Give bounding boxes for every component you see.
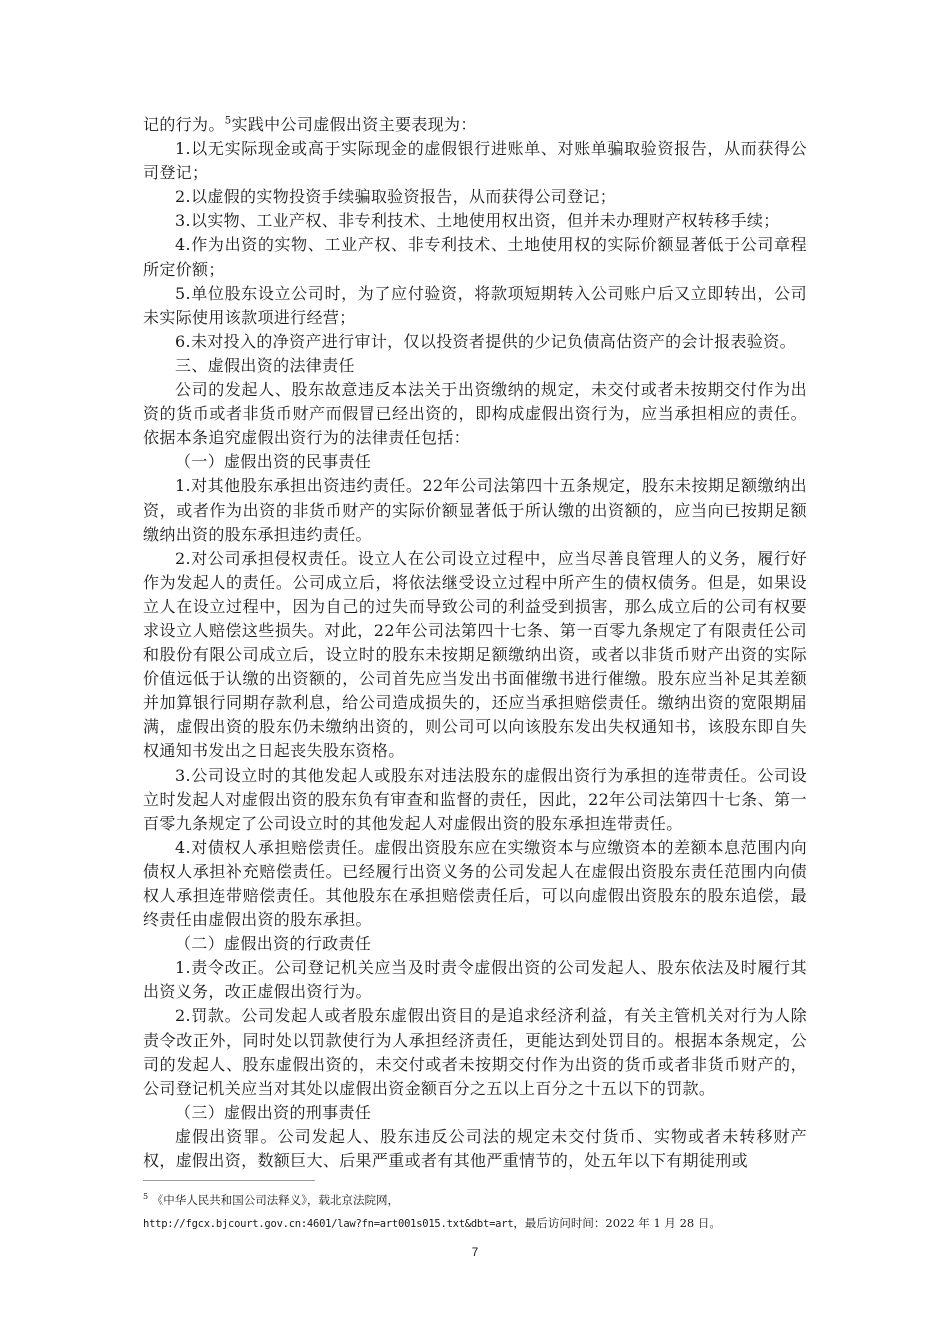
footnote-line <box>143 1189 815 1212</box>
footnote-citation: 《中华人民共和国公司法释义》，载北京法院网， <box>151 1193 399 1207</box>
footnote-reference[interactable]: 5 <box>224 115 232 127</box>
paragraph: 1.对其他股东承担出资违约责任。22年公司法第四十五条规定，股东未按期足额缴纳出资，或者作为出资的非货币财产的实际价额显著低于所认缴的出资额的，应当向已按期足额缴纳出资的股东承担违约责任。 <box>143 476 807 544</box>
intro-tail: 实践中公司虚假出资主要表现为： <box>231 115 477 134</box>
footnote-divider <box>143 1180 315 1181</box>
intro-paragraph <box>143 113 807 137</box>
footnote-access-date: ，最后访问时间：2022 年 1 月 28 日。 <box>513 1216 721 1230</box>
paragraph: 2.对公司承担侵权责任。设立人在公司设立过程中，应当尽善良管理人的义务，履行好作为发起人的责任。公司成立后，将依法继受设立过程中所产生的债权债务。但是，如果设立人在设立过程中，因为自己的过失而导致公司的利益受到损害，那么成立后的公司有权要求设立人赔偿这些损失。对此，22年公司法第四十七条、第一百零九条规定了有限责任公司和股份有限公司成立后，设立时的股东未按期足额缴纳出资，或者以非货币财产出资的实际价值远低于认缴的出资额的，公司首先应当发出书面催缴书进行催缴。股东应当补足其差额并加算银行同期存款利息，给公司造成损失的，还应当承担赔偿责任。缴纳出资的宽限期届满，虚假出资的股东仍未缴纳出资的，则公司可以向该股东发出失权通知书，该股东即自失权通知书发出之日起丧失股东资格。 <box>143 548 807 761</box>
paragraph: 1.以无实际现金或高于实际现金的虚假银行进账单、对账单骗取验资报告，从而获得公司登记； <box>143 139 807 183</box>
footnote <box>143 1189 815 1236</box>
paragraph: 公司的发起人、股东故意违反本法关于出资缴纳的规定，未交付或者未按期交付作为出资的货币或者非货币财产而假冒已经出资的，即构成虚假出资行为，应当承担相应的责任。依据本条追究虚假出资行为的法律责任包括： <box>143 380 807 448</box>
paragraph: 2.以虚假的实物投资手续骗取验资报告，从而获得公司登记； <box>175 187 617 207</box>
paragraph: 3.公司设立时的其他发起人或股东对违法股东的虚假出资行为承担的连带责任。公司设立时发起人对虚假出资的股东负有审查和监督的责任，因此，22年公司法第四十七条、第一百零九条规定了公司设立时的其他发起人对虚假出资的股东承担连带责任。 <box>143 765 807 833</box>
footnote-line <box>143 1212 815 1236</box>
paragraph: 2.罚款。公司发起人或者股东虚假出资目的是追求经济利益，有关主管机关对行为人除责令改正外，同时处以罚款使行为人承担经济责任，更能达到处罚目的。根据本条规定，公司的发起人、股东虚假出资的，未交付或者未按期交付作为出资的货币或者非货币财产的，公司登记机关应当对其处以虚假出资金额百分之五以上百分之十五以下的罚款。 <box>143 1006 807 1098</box>
subsection-heading: （二）虚假出资的行政责任 <box>175 934 372 954</box>
paragraph: 3.以实物、工业产权、非专利技术、土地使用权出资，但并未办理财产权转移手续； <box>175 211 780 231</box>
paragraph: 1.责令改正。公司登记机关应当及时责令虚假出资的公司发起人、股东依法及时履行其出资义务，改正虚假出资行为。 <box>143 958 807 1002</box>
document-body <box>143 113 807 1173</box>
intro-text: 记的行为。 <box>143 115 225 134</box>
footnote-url[interactable]: http://fgcx.bjcourt.gov.cn:4601/law?fn=art001s015.txt&dbt=art <box>143 1218 514 1230</box>
subsection-heading: （三）虚假出资的刑事责任 <box>175 1102 372 1122</box>
page-number: 7 <box>471 1245 479 1259</box>
paragraph: 6.未对投入的净资产进行审计，仅以投资者提供的少记负债高估资产的会计报表验资。 <box>175 331 796 351</box>
paragraph: 4.对债权人承担赔偿责任。虚假出资股东应在实缴资本与应缴资本的差额本息范围内向债权人承担补充赔偿责任。已经履行出资义务的公司发起人在虚假出资股东责任范围内向债权人承担连带赔偿责任。其他股东在承担赔偿责任后，可以向虚假出资股东的股东追偿，最终责任由虚假出资的股东承担。 <box>143 837 807 930</box>
section-heading: 三、虚假出资的法律责任 <box>175 355 355 375</box>
footnote-mark: 5 <box>143 1192 149 1202</box>
subsection-heading: （一）虚假出资的民事责任 <box>175 452 372 472</box>
paragraph: 5.单位股东设立公司时，为了应付验资，将款项短期转入公司账户后又立即转出，公司未实际使用该款项进行经营； <box>143 283 807 327</box>
paragraph: 虚假出资罪。公司发起人、股东违反公司法的规定未交付货币、实物或者未转移财产权，虚假出资，数额巨大、后果严重或者有其他严重情节的，处五年以下有期徒刑或 <box>143 1126 807 1171</box>
paragraph: 4.作为出资的实物、工业产权、非专利技术、土地使用权的实际价额显著低于公司章程所定价额； <box>143 235 807 279</box>
